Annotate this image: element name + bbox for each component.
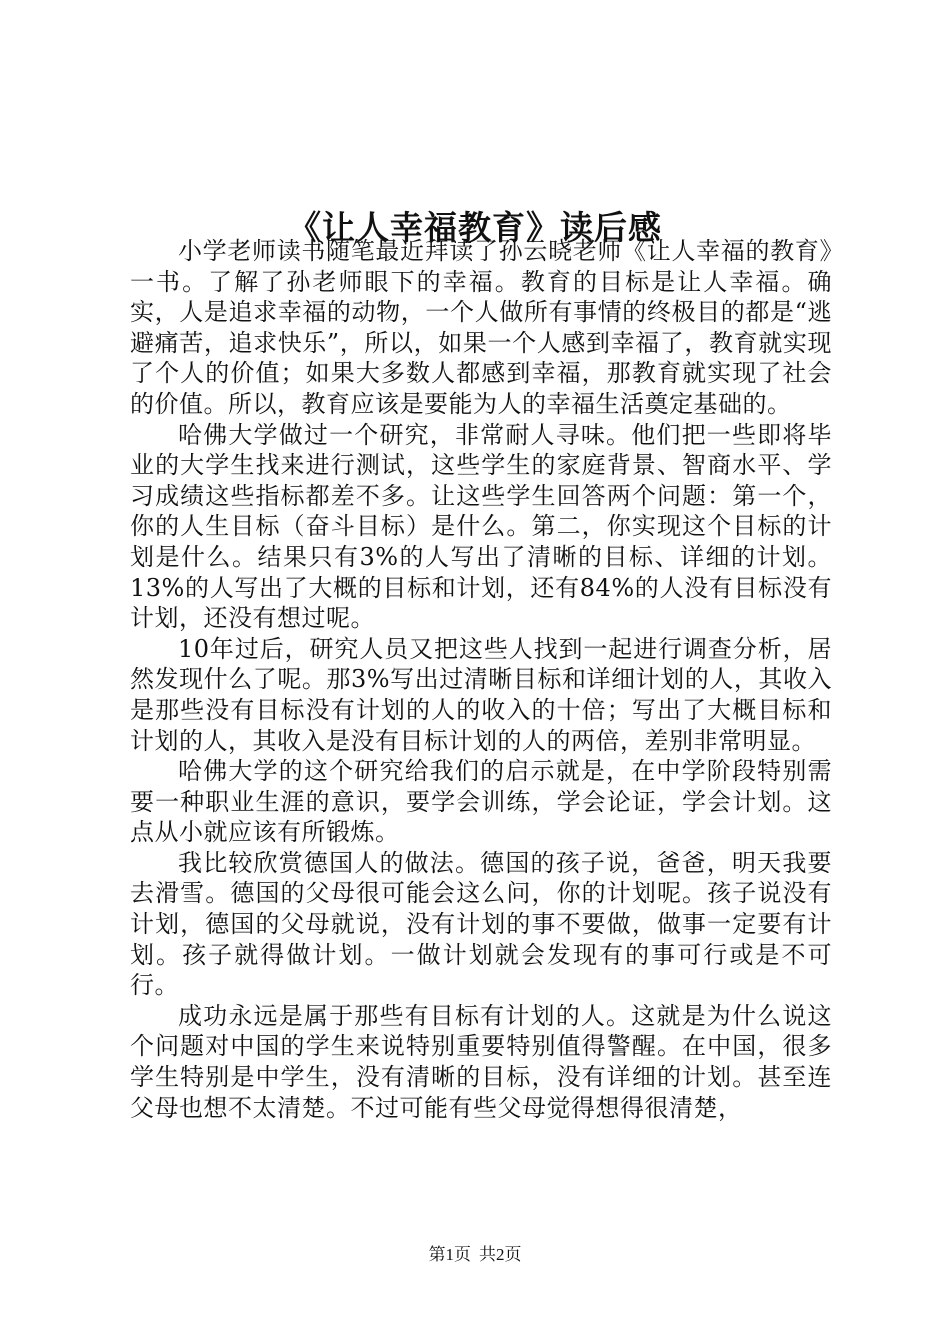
page-number: 第1页	[428, 1245, 471, 1264]
paragraph-3: 10年过后，研究人员又把这些人找到一起进行调查分析，居然发现什么了呢。那3%写出过清晰目标和详细计划的人，其收入是那些没有目标没有计划的人的收入的十倍；写出了大概目标和计划的人，其收入是没有目标计划的人的两倍，差别非常明显。	[130, 634, 832, 755]
paragraph-2: 哈佛大学做过一个研究，非常耐人寻味。他们把一些即将毕业的大学生找来进行测试，这些学生的家庭背景、智商水平、学习成绩这些指标都差不多。让这些学生回答两个问题：第一个，你的人生目标（奋斗目标）是什么。第二，你实现这个目标的计划是什么。结果只有3%的人写出了清晰的目标、详细的计划。13%的人写出了大概的目标和计划，还有84%的人没有目标没有计划，还没有想过呢。	[130, 420, 832, 633]
paragraph-6: 成功永远是属于那些有目标有计划的人。这就是为什么说这个问题对中国的学生来说特别重要特别值得警醒。在中国，很多学生特别是中学生，没有清晰的目标，没有详细的计划。甚至连父母也想不太清楚。不过可能有些父母觉得想得很清楚，	[130, 1001, 832, 1122]
document-title: 《让人幸福教育》读后感	[288, 208, 662, 248]
document-body	[130, 236, 832, 1123]
page-total: 共2页	[479, 1245, 522, 1264]
paragraph-5: 我比较欣赏德国人的做法。德国的孩子说，爸爸，明天我要去滑雪。德国的父母很可能会这么问，你的计划呢。孩子说没有计划，德国的父母就说，没有计划的事不要做，做事一定要有计划。孩子就得做计划。一做计划就会发现有的事可行或是不可行。	[130, 848, 832, 1000]
paragraph-4: 哈佛大学的这个研究给我们的启示就是，在中学阶段特别需要一种职业生涯的意识，要学会训练，学会论证，学会计划。这点从小就应该有所锻炼。	[130, 757, 832, 847]
page-footer	[0, 1244, 950, 1266]
paragraph-1: 小学老师读书随笔最近拜读了孙云晓老师《让人幸福的教育》一书。了解了孙老师眼下的幸福。教育的目标是让人幸福。确实，人是追求幸福的动物，一个人做所有事情的终极目的都是“逃避痛苦，追求快乐”，所以，如果一个人感到幸福了，教育就实现了个人的价值；如果大多数人都感到幸福，那教育就实现了社会的价值。所以，教育应该是要能为人的幸福生活奠定基础的。	[130, 237, 832, 418]
